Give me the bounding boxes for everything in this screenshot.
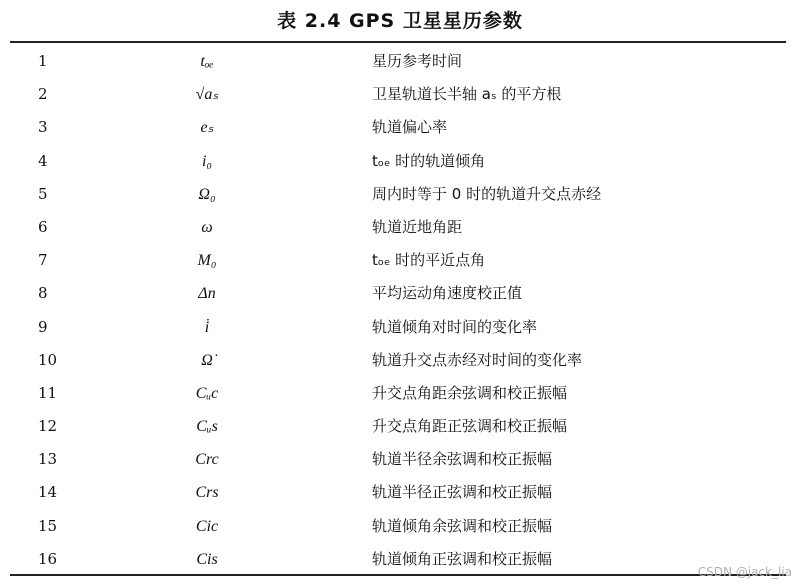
parameter-symbol: Cᵤc xyxy=(195,384,219,402)
row-number: 10 xyxy=(38,350,58,369)
parameter-symbol: ω xyxy=(201,218,213,236)
row-number: 1 xyxy=(38,52,48,70)
table-row xyxy=(10,410,786,443)
table-row xyxy=(10,510,786,543)
row-number: 15 xyxy=(38,516,58,535)
table-row xyxy=(10,111,786,144)
table-row xyxy=(10,78,786,111)
parameter-description: tₒₑ 时的轨道倾角 xyxy=(372,151,486,170)
parameter-symbol: Cic xyxy=(195,517,219,535)
table-row xyxy=(10,476,786,509)
row-number: 7 xyxy=(38,251,48,270)
parameter-description: 轨道半径正弦调和校正振幅 xyxy=(372,483,553,502)
parameter-symbol: Δn xyxy=(198,285,216,303)
parameter-symbol: i₀ xyxy=(201,152,212,170)
table-row xyxy=(10,443,786,476)
row-number: 12 xyxy=(38,417,58,436)
table-row xyxy=(10,277,786,310)
parameter-description: 轨道倾角余弦调和校正振幅 xyxy=(372,516,553,535)
row-number: 9 xyxy=(38,317,48,336)
parameter-description: 轨道半径余弦调和校正振幅 xyxy=(372,450,553,469)
parameter-description: 轨道偏心率 xyxy=(372,118,448,137)
parameter-symbol: Cᵤs xyxy=(196,418,218,436)
parameter-symbol: Cis xyxy=(196,550,218,568)
parameter-symbol: √aₛ xyxy=(195,86,219,104)
table-title: 表 2.4 GPS 卫星星历参数 xyxy=(277,10,523,32)
parameter-description: 卫星轨道长半轴 aₛ 的平方根 xyxy=(372,85,562,104)
row-number: 6 xyxy=(38,217,48,236)
row-number: 8 xyxy=(38,284,48,303)
row-number: 3 xyxy=(38,118,48,137)
table-row xyxy=(10,377,786,410)
watermark: CSDN @jack_lia xyxy=(697,565,792,579)
parameter-description: tₒₑ 时的平近点角 xyxy=(372,251,486,270)
table-row xyxy=(10,45,786,78)
parameter-symbol: Ω̇ xyxy=(201,351,213,369)
parameter-symbol: Ω₀ xyxy=(198,185,216,203)
row-number: 11 xyxy=(38,383,58,402)
bottom-rule xyxy=(10,574,786,576)
table-row xyxy=(10,543,786,576)
table-row xyxy=(10,145,786,178)
parameter-description: 轨道倾角对时间的变化率 xyxy=(372,317,538,336)
parameter-symbol: tₒₑ xyxy=(200,53,214,70)
parameter-description: 星历参考时间 xyxy=(372,52,463,70)
table-row xyxy=(10,244,786,277)
parameter-symbol: Crc xyxy=(195,451,219,469)
parameter-description: 升交点角距正弦调和校正振幅 xyxy=(372,417,568,436)
parameter-symbol: i̇ xyxy=(204,318,210,336)
parameter-description: 轨道升交点赤经对时间的变化率 xyxy=(372,350,583,369)
row-number: 14 xyxy=(38,483,58,502)
parameter-description: 平均运动角速度校正值 xyxy=(372,284,523,303)
row-number: 5 xyxy=(38,184,48,203)
row-number: 13 xyxy=(38,450,58,469)
parameter-description: 轨道近地角距 xyxy=(372,217,463,236)
table-row xyxy=(10,311,786,344)
parameter-description: 升交点角距余弦调和校正振幅 xyxy=(372,383,568,402)
table-row xyxy=(10,178,786,211)
top-rule xyxy=(10,41,786,43)
table-row xyxy=(10,344,786,377)
parameter-description: 周内时等于 0 时的轨道升交点赤经 xyxy=(372,184,602,203)
row-number: 4 xyxy=(38,151,48,170)
parameter-description: 轨道倾角正弦调和校正振幅 xyxy=(372,549,553,568)
table-row xyxy=(10,211,786,244)
row-number: 2 xyxy=(38,85,48,104)
parameter-symbol: eₛ xyxy=(200,119,214,137)
row-number: 16 xyxy=(38,549,58,568)
parameter-symbol: M₀ xyxy=(197,252,217,270)
parameter-symbol: Crs xyxy=(195,484,219,502)
ephemeris-table xyxy=(10,45,786,576)
